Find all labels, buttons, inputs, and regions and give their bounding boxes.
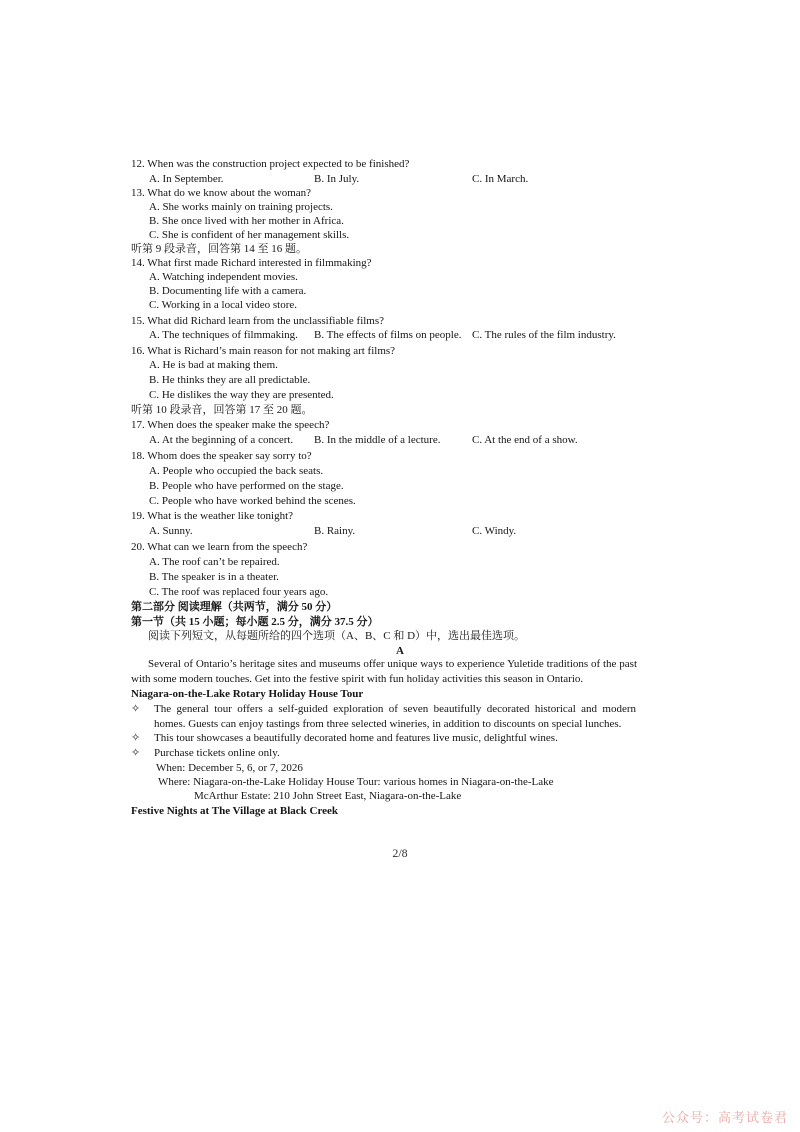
listening-note-10: 听第 10 段录音，回答第 17 至 20 题。 (131, 404, 313, 416)
reading-instruction: 阅读下列短文，从每题所给的四个选项（A、B、C 和 D）中，选出最佳选项。 (148, 630, 526, 642)
q14-option-a: A. Watching independent movies. (149, 271, 298, 283)
question-16: 16. What is Richard’s main reason for not making art films? (131, 345, 396, 357)
q17-option-b: B. In the middle of a lecture. (314, 434, 441, 446)
bullet-icon: ✧ (131, 732, 141, 744)
section-1-heading: 第一节（共 15 小题；每小题 2.5 分，满分 37.5 分） (131, 616, 379, 628)
q20-option-a: A. The roof can’t be repaired. (149, 556, 280, 568)
part-2-heading: 第二部分 阅读理解（共两节，满分 50 分） (131, 601, 338, 613)
q16-option-c: C. He dislikes the way they are presented. (149, 389, 334, 401)
q13-option-a: A. She works mainly on training projects. (149, 201, 333, 213)
next-section-title: Festive Nights at The Village at Black Creek (131, 805, 339, 817)
question-14: 14. What first made Richard interested in filmmaking? (131, 257, 372, 269)
q15-option-a: A. The techniques of filmmaking. (149, 329, 298, 341)
tour-title: Niagara-on-the-Lake Rotary Holiday House Tour (131, 688, 364, 700)
q12-option-b: B. In July. (314, 173, 360, 185)
question-13: 13. What do we know about the woman? (131, 187, 312, 199)
q19-option-b: B. Rainy. (314, 525, 356, 537)
passage-intro: Several of Ontario’s heritage sites and museums offer unique ways to experience Yuletide traditions of the past with some modern touches. Get into the festive spirit with fun holiday activities this season in Ontario. (131, 658, 637, 685)
q20-option-c: C. The roof was replaced four years ago. (149, 586, 329, 598)
bullet-item-1: The general tour offers a self-guided exploration of seven beautifully decorated historical and modern homes. Guests can enjoy tastings from three selected wineries, in addition to discounts on special lunches. (154, 703, 636, 730)
page-number: 2/8 (392, 846, 408, 860)
watermark: 公众号：高考试卷君 (661, 1111, 788, 1126)
bullet-icon: ✧ (131, 703, 141, 715)
q12-option-c: C. In March. (472, 173, 529, 185)
bullet-item-2: This tour showcases a beautifully decorated home and features live music, delightful wines. (154, 732, 558, 744)
question-20: 20. What can we learn from the speech? (131, 541, 308, 553)
q19-option-c: C. Windy. (472, 525, 517, 537)
q17-option-a: A. At the beginning of a concert. (149, 434, 294, 446)
q17-option-c: C. At the end of a show. (472, 434, 578, 446)
listening-note-9: 听第 9 段录音，回答第 14 至 16 题。 (131, 243, 307, 255)
bullet-item-3: Purchase tickets online only. (154, 747, 280, 759)
event-where-2: McArthur Estate: 210 John Street East, Niagara-on-the-Lake (194, 790, 462, 802)
q16-option-a: A. He is bad at making them. (149, 359, 278, 371)
passage-letter: A (396, 645, 404, 657)
question-19: 19. What is the weather like tonight? (131, 510, 294, 522)
q15-option-c: C. The rules of the film industry. (472, 329, 616, 341)
q14-option-c: C. Working in a local video store. (149, 299, 297, 311)
q16-option-b: B. He thinks they are all predictable. (149, 374, 311, 386)
q20-option-b: B. The speaker is in a theater. (149, 571, 279, 583)
q18-option-a: A. People who occupied the back seats. (149, 465, 324, 477)
q18-option-c: C. People who have worked behind the scenes. (149, 495, 356, 507)
q15-option-b: B. The effects of films on people. (314, 329, 462, 341)
q13-option-c: C. She is confident of her management skills. (149, 229, 350, 241)
q18-option-b: B. People who have performed on the stage. (149, 480, 344, 492)
question-12: 12. When was the construction project expected to be finished? (131, 158, 410, 170)
event-where-1: Where: Niagara-on-the-Lake Holiday House Tour: various homes in Niagara-on-the-Lake (158, 776, 554, 788)
q12-option-a: A. In September. (149, 173, 224, 185)
bullet-icon: ✧ (131, 747, 141, 759)
event-when: When: December 5, 6, or 7, 2026 (156, 762, 303, 774)
q14-option-b: B. Documenting life with a camera. (149, 285, 307, 297)
question-15: 15. What did Richard learn from the unclassifiable films? (131, 315, 385, 327)
question-18: 18. Whom does the speaker say sorry to? (131, 450, 312, 462)
q13-option-b: B. She once lived with her mother in Africa. (149, 215, 344, 227)
q19-option-a: A. Sunny. (149, 525, 193, 537)
question-17: 17. When does the speaker make the speech? (131, 419, 330, 431)
